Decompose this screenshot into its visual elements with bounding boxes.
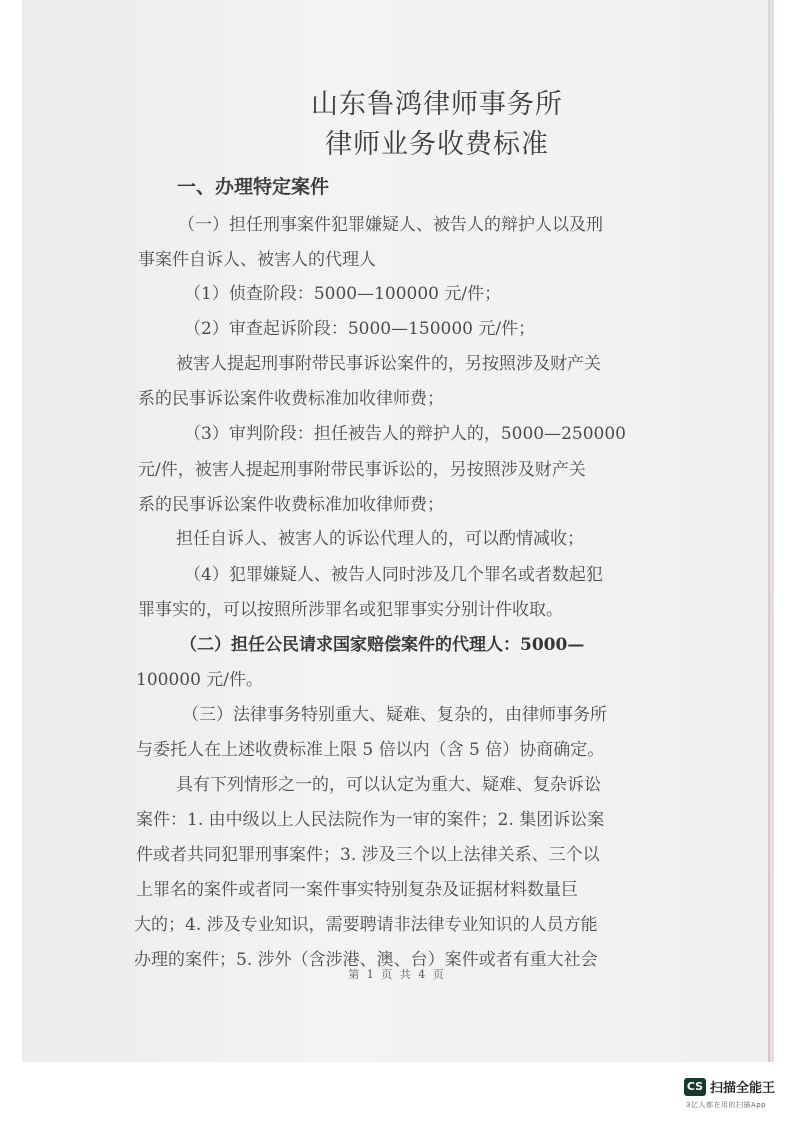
paragraph-line: （2）审查起诉阶段：5000—150000 元/件； <box>184 319 536 339</box>
paragraph-line: （二）担任公民请求国家赔偿案件的代理人：5000— <box>180 635 585 655</box>
document-title-firm: 山东鲁鸿律师事务所 <box>311 89 563 120</box>
paragraph-line: 件或者共同犯罪刑事案件；3. 涉及三个以上法律关系、三个以 <box>136 845 600 865</box>
paragraph-line: 事案件自诉人、被害人的代理人 <box>138 250 376 270</box>
paragraph-line: 系的民事诉讼案件收费标准加收律师费； <box>138 389 444 409</box>
paragraph-line: 罪事实的，可以按照所涉罪名或犯罪事实分别计件收取。 <box>138 600 563 620</box>
camscanner-logo-icon: CS <box>684 1078 706 1096</box>
paragraph-line: 100000 元/件。 <box>136 670 264 690</box>
paragraph-line: 被害人提起刑事附带民事诉讼案件的，另按照涉及财产关 <box>176 354 601 374</box>
paragraph-line: （3）审判阶段：担任被告人的辩护人的，5000—250000 <box>184 424 626 444</box>
paragraph-line: 担任自诉人、被害人的诉讼代理人的，可以酌情减收； <box>176 529 584 549</box>
paragraph-line: 案件：1. 由中级以上人民法院作为一审的案件；2. 集团诉讼案 <box>136 810 605 830</box>
paragraph-line: （1）侦查阶段：5000—100000 元/件； <box>184 284 502 304</box>
scanner-watermark <box>684 1077 775 1096</box>
section-heading: 一、办理特定案件 <box>177 176 330 198</box>
paragraph-line: 元/件，被害人提起刑事附带民事诉讼的，另按照涉及财产关 <box>138 460 586 480</box>
paragraph-line: 系的民事诉讼案件收费标准加收律师费； <box>138 495 444 515</box>
paragraph-line: 上罪名的案件或者同一案件事实特别复杂及证据材料数量巨 <box>136 880 578 900</box>
paragraph-line: 具有下列情形之一的，可以认定为重大、疑难、复杂诉讼 <box>176 775 601 795</box>
paragraph-line: （三）法律事务特别重大、疑难、复杂的，由律师事务所 <box>182 705 607 725</box>
paragraph-line: （4）犯罪嫌疑人、被告人同时涉及几个罪名或者数起犯 <box>184 565 603 585</box>
scanner-tagline: 3亿人都在用的扫描App <box>686 1101 767 1109</box>
page-number: 第 1 页 共 4 页 <box>348 968 446 981</box>
document-title-fee-standard: 律师业务收费标准 <box>325 129 549 160</box>
scanner-app-name: 扫描全能王 <box>710 1081 776 1096</box>
paragraph-line: 大的；4. 涉及专业知识，需要聘请非法律专业知识的人员方能 <box>134 915 598 935</box>
paragraph-line: 办理的案件；5. 涉外（含涉港、澳、台）案件或者有重大社会 <box>134 950 598 970</box>
paragraph-line: 与委托人在上述收费标准上限 5 倍以内（含 5 倍）协商确定。 <box>136 740 605 760</box>
paragraph-line: （一）担任刑事案件犯罪嫌疑人、被告人的辩护人以及刑 <box>178 215 603 235</box>
